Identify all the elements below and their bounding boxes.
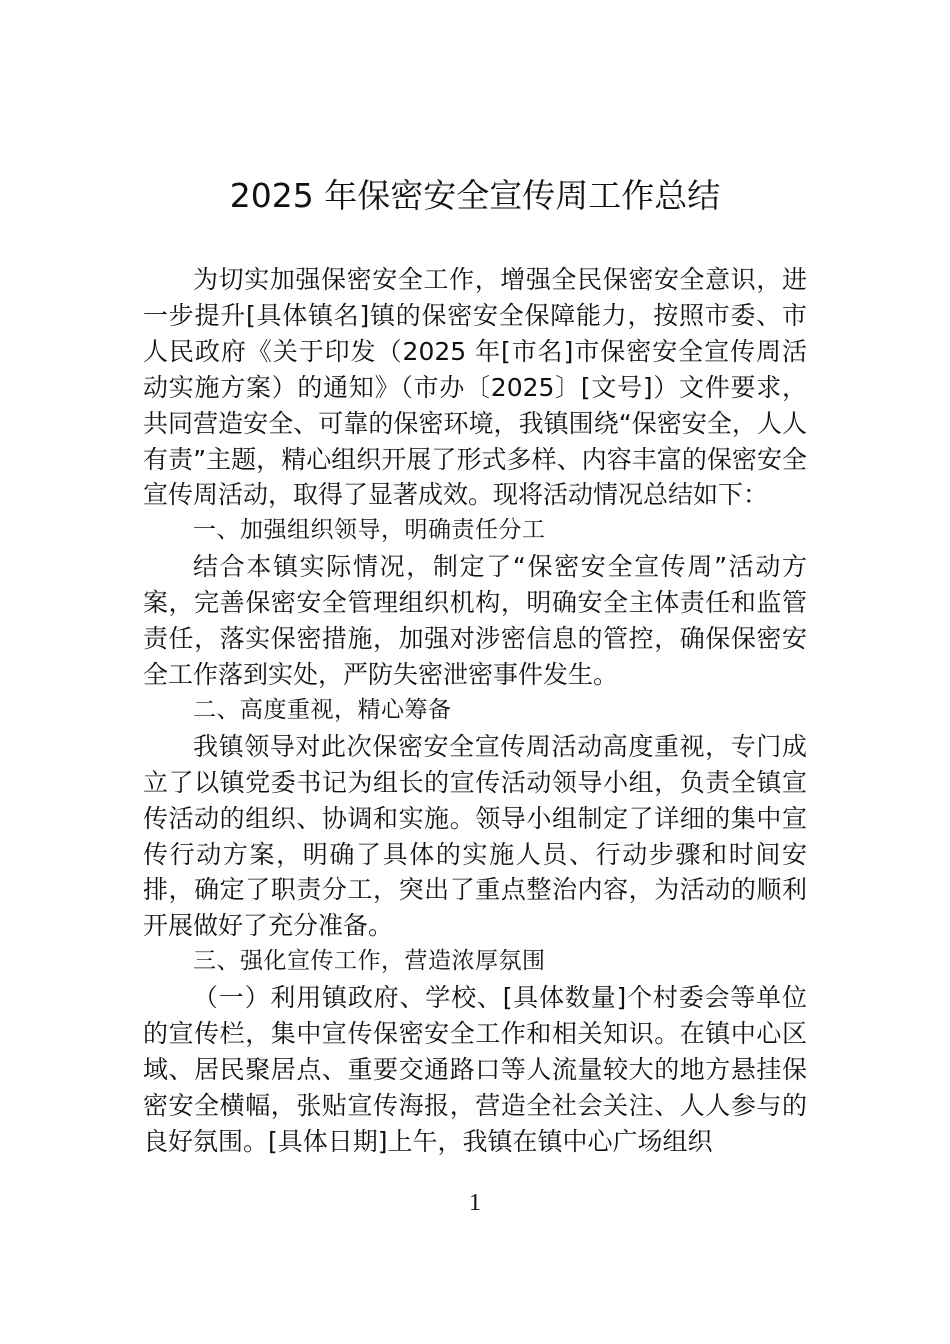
section-heading-3: 三、强化宣传工作，营造浓厚氛围 — [193, 948, 546, 975]
section-2-paragraph: 我镇领导对此次保密安全宣传周活动高度重视，专门成立了以镇党委书记为组长的宣传活动领导小组，负责全镇宣传活动的组织、协调和实施。领导小组制定了详细的集中宣传行动方案，明确了具体的实施人员、行动步骤和时间安排，确定了职责分工，突出了重点整治内容，为活动的顺利开展做好了充分准备。 — [143, 731, 807, 941]
section-1-paragraph: 结合本镇实际情况，制定了“保密安全宣传周”活动方案，完善保密安全管理组织机构，明确安全主体责任和监管责任，落实保密措施，加强对涉密信息的管控，确保保密安全工作落到实处，严防失密泄密事件发生。 — [143, 552, 807, 689]
section-heading-2: 二、高度重视，精心筹备 — [193, 696, 452, 723]
document-body — [143, 262, 807, 1160]
intro-paragraph: 为切实加强保密安全工作，增强全民保密安全意识，进一步提升[具体镇名]镇的保密安全保障能力，按照市委、市人民政府《关于印发（2025 年[市名]市保密安全宣传周活动实施方案）的通知》（市办〔2025〕[文号]）文件要求，共同营造安全、可靠的保密环境，我镇围绕“保密安全，人人有责”主题，精心组织开展了形式多样、内容丰富的保密安全宣传周活动，取得了显著成效。现将活动情况总结如下： — [143, 265, 807, 510]
section-heading-1: 一、加强组织领导，明确责任分工 — [193, 517, 546, 544]
section-3-paragraph: （一）利用镇政府、学校、[具体数量]个村委会等单位的宣传栏，集中宣传保密安全工作和相关知识。在镇中心区域、居民聚居点、重要交通路口等人流量较大的地方悬挂保密安全横幅，张贴宣传海报，营造全社会关注、人人参与的良好氛围。[具体日期]上午，我镇在镇中心广场组织 — [143, 983, 807, 1156]
document-title: 2025 年保密安全宣传周工作总结 — [229, 176, 721, 215]
page-number: 1 — [469, 1190, 481, 1216]
